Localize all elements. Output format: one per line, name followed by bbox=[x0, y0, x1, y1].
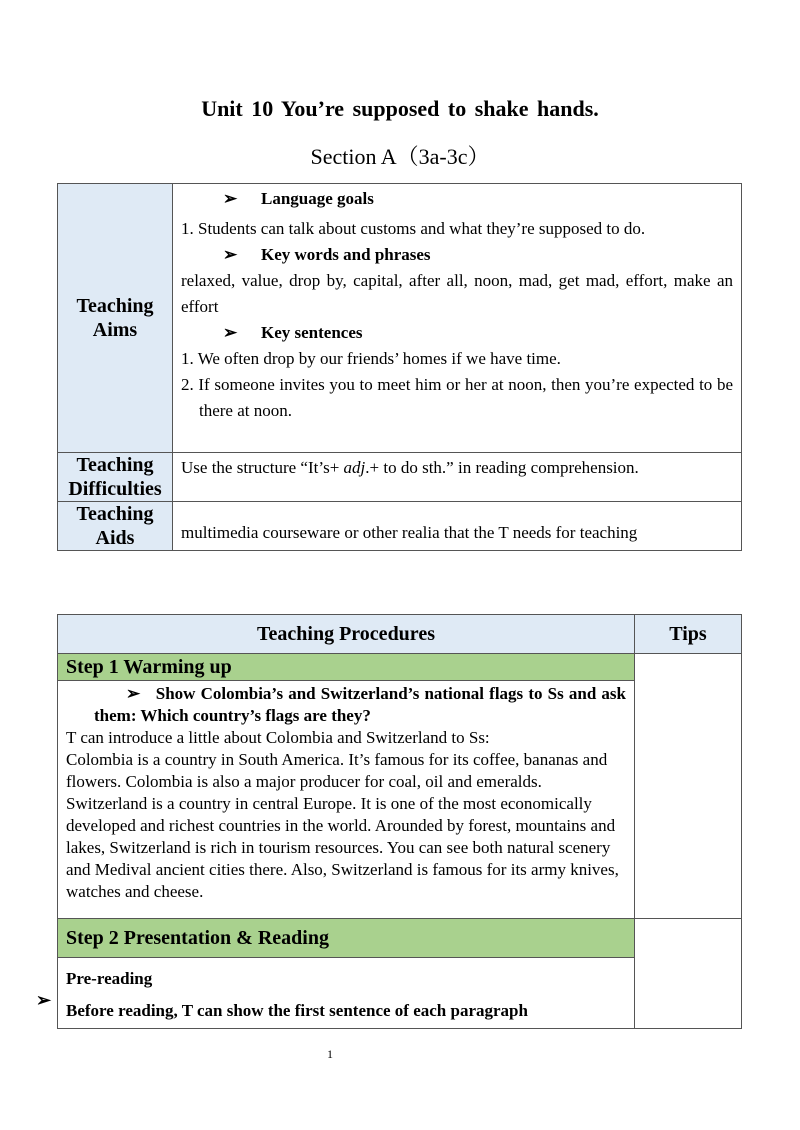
teaching-difficulties-label: Teaching Difficulties bbox=[58, 453, 173, 502]
key-words-text: relaxed, value, drop by, capital, after all, noon, mad, get mad, effort, make an effort bbox=[181, 271, 733, 316]
step1-bullet: ➢ Show Colombia’s and Switzerland’s national flags to Ss and ask them: Which country’s flags are they? bbox=[94, 684, 627, 725]
arrow-bullet-icon: ➢ bbox=[36, 990, 52, 1010]
teaching-difficulties-content: Use the structure “It’s+ adj.+ to do sth.” in reading comprehension. bbox=[173, 453, 742, 502]
step1-heading: Step 1 Warming up bbox=[58, 654, 635, 681]
step1-intro: T can introduce a little about Colombia and Switzerland to Ss: bbox=[66, 728, 490, 747]
step2-heading: Step 2 Presentation & Reading bbox=[58, 919, 635, 958]
step1-switzerland-text: Switzerland is a country in central Europe. It is one of the most economically developed and richest countries in the world. Arounded by forest, mountains and lakes, Switzerland is rich in tourism resources. You can see both natural scenery and Medival ancient cities there. Also, Switzerland is famous for its army knives, watches and cheese. bbox=[66, 794, 619, 901]
pre-reading-label: Pre-reading bbox=[66, 969, 153, 988]
arrow-bullet-icon: ➢ bbox=[223, 245, 238, 264]
teaching-aims-label: Teaching Aims bbox=[58, 184, 173, 453]
step1-colombia-text: Colombia is a country in South America. It’s famous for its coffee, bananas and flowers. Colombia is also a major producer for coal, oil and emeralds. bbox=[66, 750, 608, 791]
step2-tips-cell bbox=[635, 919, 742, 1029]
document-subtitle: Section A（3a-3c） bbox=[310, 144, 490, 169]
key-words-heading: ➢ Key words and phrases bbox=[181, 242, 733, 268]
teaching-aims-table bbox=[57, 183, 742, 551]
teaching-aids-label: Teaching Aids bbox=[58, 502, 173, 551]
page-number: 1 bbox=[327, 1047, 333, 1061]
arrow-bullet-icon: ➢ bbox=[223, 189, 238, 208]
teaching-procedures-table bbox=[57, 614, 742, 1029]
teaching-aids-content: multimedia courseware or other realia that the T needs for teaching bbox=[173, 502, 742, 551]
document-title: Unit 10 You’re supposed to shake hands. bbox=[201, 96, 599, 121]
key-sentence-1: 1. We often drop by our friends’ homes if we have time. bbox=[181, 349, 561, 368]
key-sentences-heading: ➢ Key sentences bbox=[181, 320, 733, 346]
teaching-aims-content bbox=[173, 184, 742, 453]
tips-header: Tips bbox=[635, 615, 742, 654]
arrow-bullet-icon: ➢ bbox=[223, 323, 238, 342]
step2-body bbox=[58, 958, 635, 1029]
step1-body bbox=[58, 681, 635, 919]
step1-tips-cell bbox=[635, 654, 742, 919]
procedures-header: Teaching Procedures bbox=[58, 615, 635, 654]
before-reading-text: Before reading, T can show the first sentence of each paragraph bbox=[66, 1001, 528, 1020]
arrow-bullet-icon: ➢ bbox=[126, 684, 141, 703]
language-goals-item: 1. Students can talk about customs and what they’re supposed to do. bbox=[181, 219, 646, 238]
key-sentence-2: 2. If someone invites you to meet him or her at noon, then you’re expected to be there at noon. bbox=[181, 375, 733, 420]
language-goals-heading: ➢ Language goals bbox=[181, 186, 733, 212]
